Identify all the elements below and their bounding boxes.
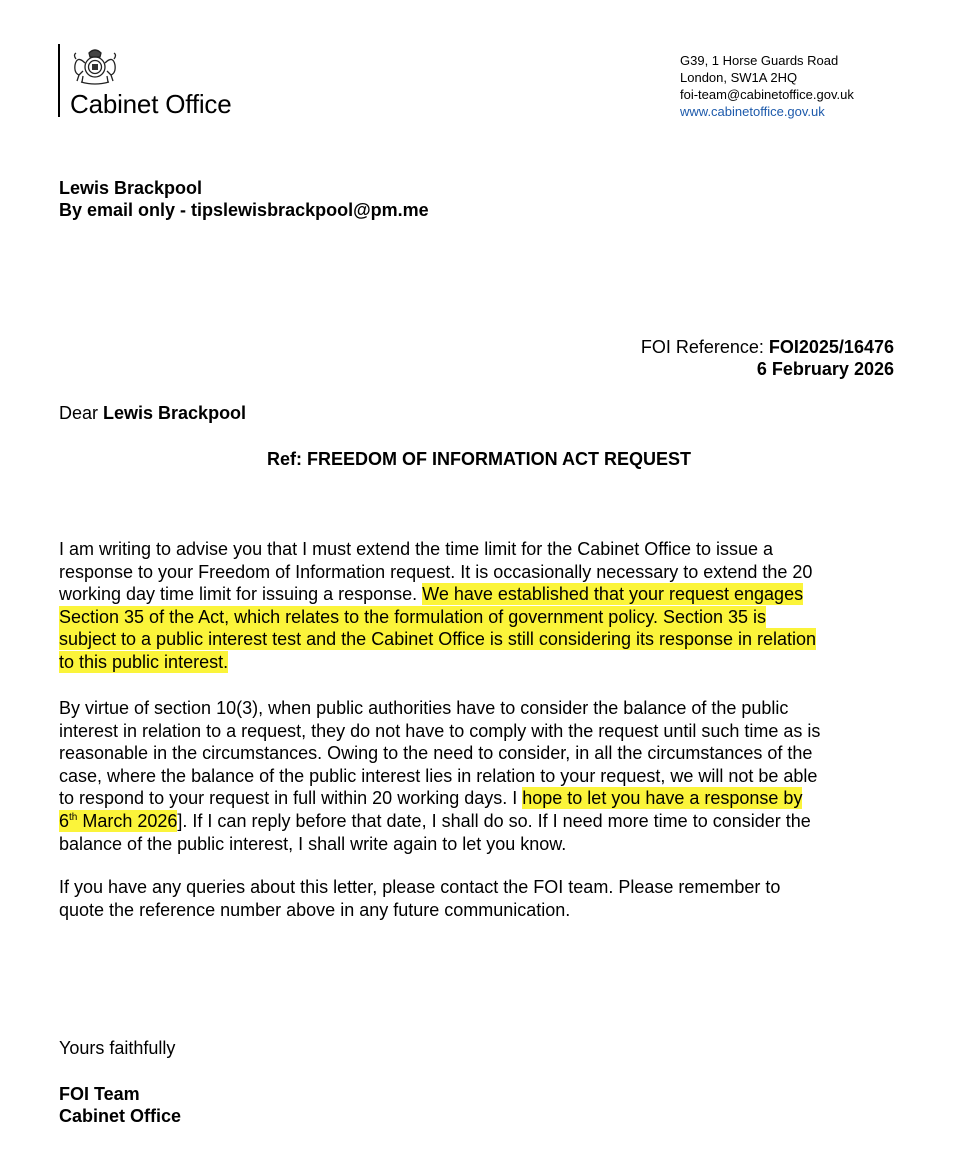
- foi-reference: [641, 336, 894, 358]
- text-line: [59, 583, 904, 606]
- reference-block: [641, 336, 894, 380]
- text-line: I am writing to advise you that I must extend the time limit for the Cabinet Office to issue a: [59, 539, 773, 559]
- date-rest: March 2026: [77, 810, 178, 831]
- text-line: [59, 606, 904, 629]
- text-line: balance of the public interest, I shall write again to let you know.: [59, 833, 567, 854]
- salutation-name: Lewis Brackpool: [103, 403, 247, 423]
- salutation-greeting: Dear: [59, 403, 104, 423]
- date-day: 6: [59, 810, 70, 831]
- logo-divider: [58, 44, 60, 117]
- website-link[interactable]: www.cabinetoffice.gov.uk: [680, 104, 825, 119]
- text-span: working day time limit for issuing a response.: [59, 584, 423, 605]
- highlight: hope to let you have a response by: [522, 788, 803, 809]
- foi-reference-label: FOI Reference:: [640, 337, 769, 357]
- signature-organisation: Cabinet Office: [59, 1106, 182, 1126]
- text-line: response to your Freedom of Information request. It is occasionally necessary to extend the 20: [59, 561, 813, 582]
- highlight: subject to a public interest test and the Cabinet Office is still considering its response in relation: [59, 629, 817, 650]
- email-address: foi-team@cabinetoffice.gov.uk: [680, 87, 854, 102]
- closing: Yours faithfully: [59, 1038, 176, 1058]
- text-span: ]. If I can reply before that date, I shall do so. If I need more time to consider the: [177, 810, 811, 831]
- recipient-name: Lewis Brackpool: [59, 178, 203, 198]
- recipient-delivery: By email only - tipslewisbrackpool@pm.me: [59, 200, 429, 220]
- text-line: interest in relation to a request, they do not have to comply with the request until such time as is: [59, 720, 821, 741]
- paragraph-2: [59, 697, 904, 855]
- text-line: [59, 628, 904, 651]
- sender-address: [680, 52, 854, 120]
- text-line: case, where the balance of the public interest lies in relation to your request, we will not be able: [59, 765, 818, 786]
- letter-subject: Ref: FREEDOM OF INFORMATION ACT REQUEST: [267, 449, 691, 469]
- salutation: [59, 403, 246, 424]
- paragraph-1: [59, 538, 904, 674]
- text-line: reasonable in the circumstances. Owing to the need to consider, in all the circumstances of the: [59, 743, 813, 764]
- address-line: London, SW1A 2HQ: [680, 70, 798, 85]
- paragraph-3: [59, 876, 904, 921]
- recipient-block: [59, 177, 429, 221]
- highlight: Section 35 of the Act, which relates to the formulation of government policy. Section 35 is: [59, 606, 767, 627]
- royal-crest-icon: [67, 45, 123, 87]
- highlight: to this public interest.: [59, 651, 229, 672]
- letter-date: 6 February 2026: [756, 359, 894, 379]
- address-line: G39, 1 Horse Guards Road: [680, 53, 839, 68]
- text-line: quote the reference number above in any future communication.: [59, 899, 571, 920]
- date-ordinal: th: [69, 811, 78, 823]
- signature-team: FOI Team: [59, 1084, 140, 1104]
- signature-block: [59, 1083, 181, 1127]
- highlight-date: [59, 810, 177, 832]
- organisation-name: Cabinet Office: [70, 89, 232, 119]
- text-line: If you have any queries about this letter, please contact the FOI team. Please remember to: [59, 877, 781, 897]
- text-span: to respond to your request in full within 20 working days. I: [59, 788, 523, 809]
- highlight: We have established that your request engages: [422, 584, 804, 605]
- text-line: By virtue of section 10(3), when public authorities have to consider the balance of the public: [59, 698, 789, 718]
- text-line: [59, 810, 904, 833]
- text-line: [59, 787, 904, 810]
- text-line: [59, 651, 904, 674]
- foi-reference-number: FOI2025/16476: [768, 337, 894, 357]
